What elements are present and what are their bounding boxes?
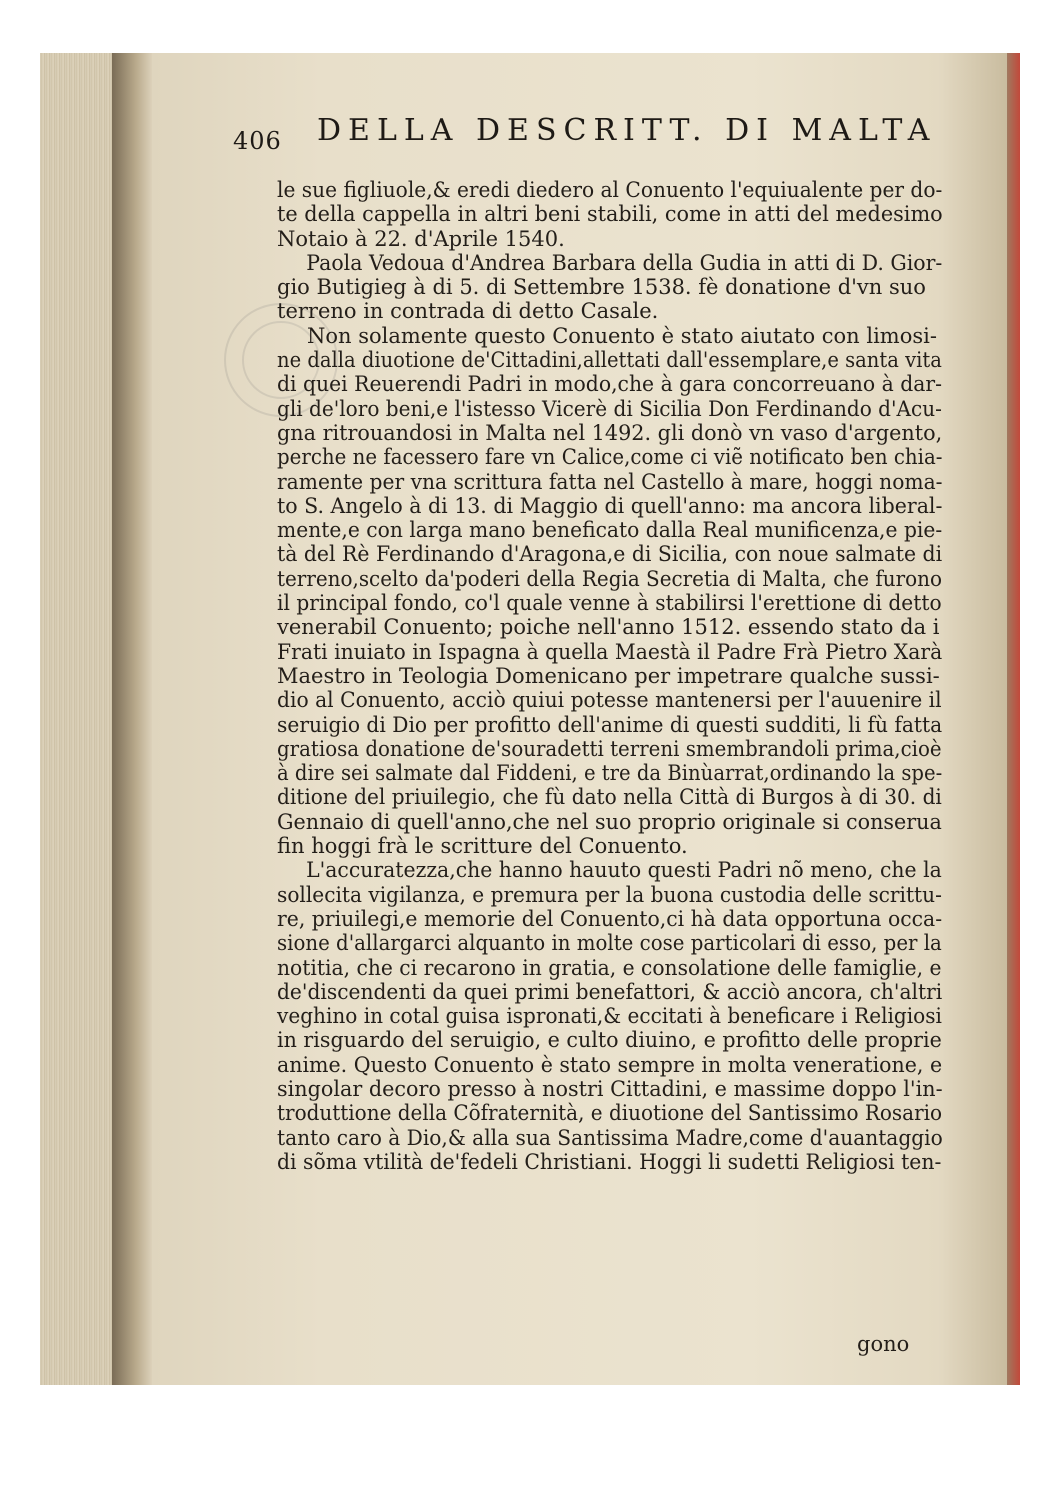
text-line: dio al Conuento, acciò quiui potesse mantenersi per l'auuenire il (277, 688, 942, 713)
text-line: tà del Rè Ferdinando d'Aragona,e di Sicilia, con noue salmate di (277, 542, 943, 567)
text-line: sione d'allargarci alquanto in molte cose particolari di esso, per la (277, 931, 942, 956)
text-line: perche ne facessero fare vn Calice,come ci viẽ notificato ben chia- (277, 445, 943, 470)
text-line: il principal fondo, co'l quale venne à stabilirsi l'erettione di detto (277, 591, 942, 616)
text-line: gio Butigieg à di 5. di Settembre 1538. fè donatione d'vn suo (277, 275, 926, 300)
text-line: L'accuratezza,che hanno hauuto questi Padri nõ meno, che la (306, 858, 942, 883)
text-line: seruigio di Dio per profitto dell'anime di questi sudditi, li fù fatta (277, 712, 943, 737)
text-line: re, priuilegi,e memorie del Conuento,ci hà data opportuna occa- (277, 906, 943, 931)
text-line: ramente per vna scrittura fatta nel Castello à mare, hoggi noma- (277, 469, 943, 494)
text-line: gratiosa donatione de'souradetti terreni smembrandoli prima,cioè (277, 736, 942, 761)
text-line: fin hoggi frà le scritture del Conuento. (277, 834, 688, 859)
text-line: singolar decoro presso à nostri Cittadini, e massime doppo l'in- (277, 1076, 943, 1101)
text-line: de'discendenti da quei primi benefattori, & acciò ancora, ch'altri (277, 979, 943, 1004)
text-line: gna ritrouandosi in Malta nel 1492. gli donò vn vaso d'argento, (277, 420, 943, 445)
text-line: sollecita vigilanza, e premura per la buona custodia delle scrittu- (277, 882, 942, 907)
text-line: Paola Vedoua d'Andrea Barbara della Gudia in atti di D. Gior- (306, 250, 943, 275)
text-line: di quei Reuerendi Padri in modo,che à gara concorreuano à dar- (277, 372, 942, 397)
gutter-shadow (112, 53, 152, 1385)
page-number: 406 (233, 127, 282, 155)
cover-edge (1007, 53, 1020, 1385)
text-line: Notaio à 22. d'Aprile 1540. (277, 226, 565, 251)
text-line: in risguardo del seruigio, e culto diuino, e profitto delle proprie (277, 1028, 942, 1053)
text-line: Frati inuiato in Ispagna à quella Maestà il Padre Frà Pietro Xarà (277, 639, 943, 664)
text-line: notitia, che ci recarono in gratia, e consolatione delle famiglie, e (277, 955, 942, 980)
text-line: le sue figliuole,& eredi diedero al Conuento l'equiualente per do- (277, 178, 943, 202)
text-line: terreno in contrada di detto Casale. (277, 299, 659, 324)
text-line: terreno,scelto da'poderi della Regia Secretia di Malta, che furono (277, 566, 942, 591)
text-line: venerabil Conuento; poiche nell'anno 1512. essendo stato da i (277, 615, 940, 640)
text-line: à dire sei salmate dal Fiddeni, e tre da Binùarrat,ordinando la spe- (277, 761, 943, 786)
body-text (277, 178, 942, 1174)
text-line: di sõma vtilità de'fedeli Christiani. Hoggi li sudetti Religiosi ten- (277, 1149, 942, 1174)
text-line: Maestro in Teologia Domenicano per impetrare qualche sussi- (277, 663, 940, 688)
text-line: te della cappella in altri beni stabili, come in atti del medesimo (277, 202, 943, 227)
text-line: troduttione della Cõfraternità, e diuotione del Santissimo Rosario (277, 1101, 943, 1126)
text-line: tanto caro à Dio,& alla sua Santissima Madre,come d'auantaggio (277, 1125, 943, 1150)
catchword: gono (857, 1332, 910, 1356)
text-line: ditione del priuilegio, che fù dato nella Città di Burgos à di 30. di (277, 785, 942, 810)
text-line: veghino in cotal guisa ispronati,& eccitati à beneficare i Religiosi (277, 1004, 942, 1029)
text-line: ne dalla diuotione de'Cittadini,allettati dall'essemplare,e santa vita (277, 348, 942, 373)
text-line: mente,e con larga mano beneficato dalla Real munificenza,e pie- (277, 518, 943, 543)
text-line: Non solamente questo Conuento è stato aiutato con limosi- (307, 323, 937, 348)
page-header (233, 113, 937, 155)
text-line: gli de'loro beni,e l'istesso Vicerè di Sicilia Don Ferdinando d'Acu- (277, 396, 942, 421)
text-line: anime. Questo Conuento è stato sempre in molta veneratione, e (277, 1052, 943, 1077)
running-head: DELLA DESCRITT. DI MALTA (317, 113, 937, 148)
text-line: Gennaio di quell'anno,che nel suo proprio originale si conserua (277, 809, 942, 834)
text-line: to S. Angelo à di 13. di Maggio di quell'anno: ma ancora liberal- (277, 493, 943, 518)
page-edges (40, 53, 112, 1385)
